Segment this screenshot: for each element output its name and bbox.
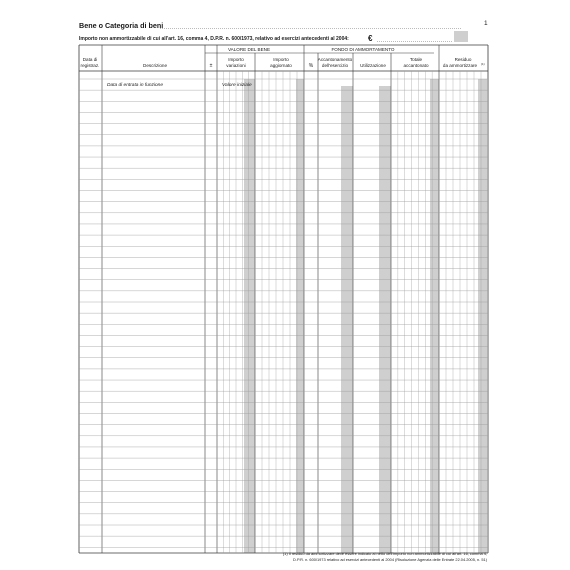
col-percent: % [308, 63, 314, 69]
entry-valore: Valore iniziale [222, 83, 252, 88]
ledger-grid [79, 45, 488, 553]
shade-totale-cents [430, 79, 439, 553]
col-residuo-1: Residuo [454, 57, 472, 62]
importo-value-box[interactable] [454, 31, 468, 42]
entry-descrizione: Data di entrata in funzione [107, 83, 164, 88]
col-residuo-2: da ammortizzare [442, 63, 478, 68]
col-importo-variazioni-2: variazioni [226, 63, 246, 68]
group-fondo-header: FONDO DI AMMORTAMENTO [331, 47, 395, 52]
column-shading [244, 79, 487, 553]
shade-variazioni-cents [244, 79, 255, 553]
shade-accantonamento-cents [341, 86, 353, 553]
page-number: 1 [484, 20, 488, 27]
footnote-line-2: D.P.R. n. 600/1973 relativo ad esercizi antecedenti al 2004 (Risoluzione Agenzia delle Entrate 22.04.2005, n. 51) [293, 557, 487, 562]
shade-utilizzazione-cents [379, 86, 391, 553]
col-importo-aggiornato-1: Importo [273, 57, 289, 62]
col-importo-variazioni-1: Importo [228, 57, 244, 62]
importo-label: Importo non ammortizzabile di cui all'art. 16, comma 4, D.P.R. n. 600/1973, relativo ad esercizi antecedenti al 2004: [79, 36, 349, 42]
shade-aggiornato-cents [296, 79, 304, 553]
col-data-registraz-2: registraz. [80, 63, 100, 68]
group-valore-header: VALORE DEL BENE [227, 47, 271, 52]
col-accantonamento-2: dell'esercizio [321, 63, 349, 68]
col-utilizzazione: Utilizzazione [360, 63, 386, 68]
col-descrizione: Descrizione [143, 63, 167, 68]
col-accantonamento-1: Accantonamento [317, 57, 353, 62]
col-importo-aggiornato-2: aggiornato [270, 63, 292, 68]
col-totale-2: accantonato [403, 63, 429, 68]
footnote-line-1: (1) Il residuo da ammortizzare deve essere indicato al netto dell'importo non ammortizzabile di cui all'art. 16, comma 4, [282, 551, 487, 556]
shade-residuo-cents [478, 79, 487, 553]
col-totale-1: Totale [409, 57, 423, 62]
col-residuo-note: (1) [481, 62, 485, 66]
currency-symbol: € [368, 34, 373, 43]
col-data-registraz-1: Data di [82, 57, 98, 62]
col-sign: ± [209, 63, 213, 69]
page-title: Bene o Categoria di beni [79, 21, 164, 30]
